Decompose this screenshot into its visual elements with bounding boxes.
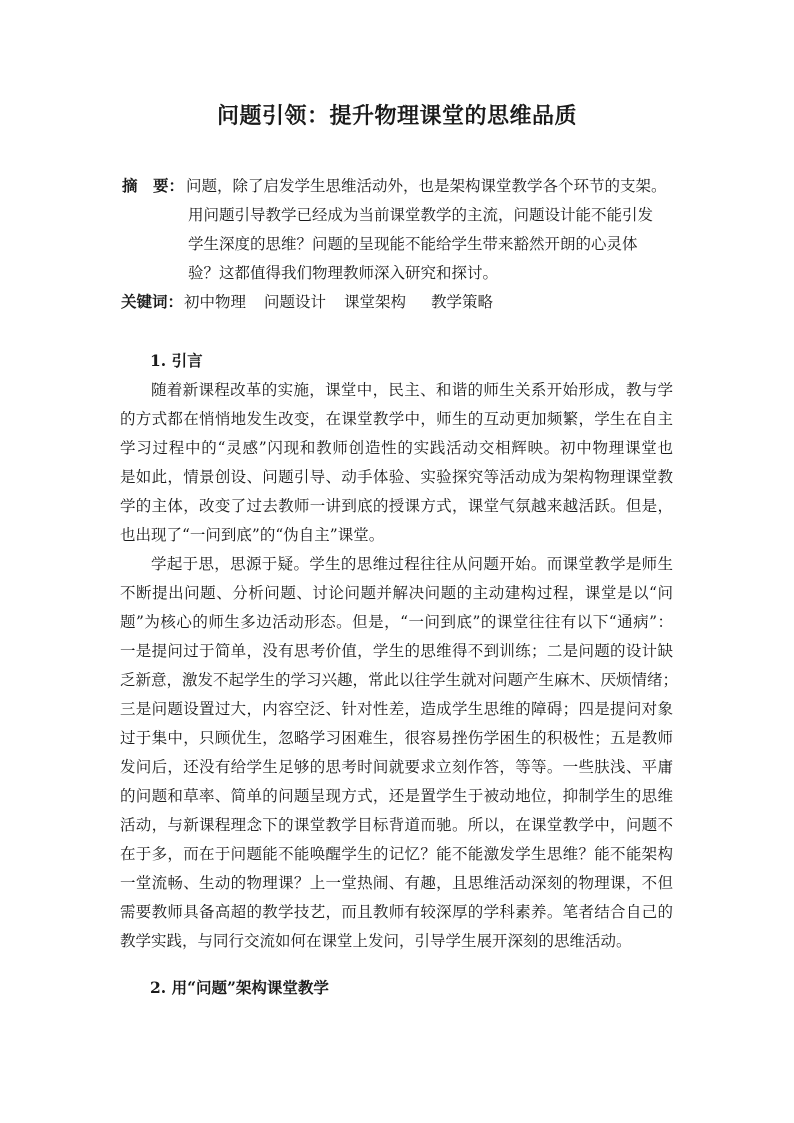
paragraph-line: 过于集中，只顾优生，忽略学习困难生，很容易挫伤学困生的积极性；五是教师: [120, 729, 673, 747]
paragraph-line: 教学实践，与同行交流如何在课堂上发问，引导学生展开深刻的思维活动。: [120, 932, 632, 950]
paragraph-line: 不断提出问题、分析问题、讨论问题并解决问题的主动建构过程，课堂是以“问: [120, 584, 673, 602]
paragraph-line: 需要教师具备高超的教学技艺，而且教师有较深厚的学科素养。笔者结合自己的: [120, 903, 673, 921]
keyword-item: 教学策略: [431, 293, 494, 311]
document-title: 问题引领：提升物理课堂的思维品质: [216, 103, 577, 129]
paragraph-line: 活动，与新课程理念下的课堂教学目标背道而驰。所以，在课堂教学中，问题不: [120, 816, 673, 834]
paragraph-line: 的问题和草率、简单的问题呈现方式，还是置学生于被动地位，抑制学生的思维: [120, 787, 673, 805]
abstract-line: 问题，除了启发学生思维活动外，也是架构课堂教学各个环节的支架。: [186, 177, 667, 195]
section-heading: 1. 引言: [150, 351, 203, 370]
keyword-item: 初中物理: [184, 293, 247, 311]
paragraph-line: 一是提问过于简单，没有思考价值，学生的思维得不到训练；二是问题的设计缺: [120, 642, 673, 660]
paragraph-line: 一堂流畅、生动的物理课？上一堂热闹、有趣，且思维活动深刻的物理课，不但: [120, 874, 673, 892]
keyword-item: 问题设计: [264, 293, 327, 311]
paragraph-line: 三是问题设置过大，内容空泛、针对性差，造成学生思维的障碍；四是提问对象: [120, 700, 673, 718]
paragraph-line: 题”为核心的师生多边活动形态。但是，“一问到底”的课堂往往有以下“通病”：: [120, 613, 673, 631]
paragraph-line: 学的主体，改变了过去教师一讲到底的授课方式，课堂气氛越来越活跃。但是，: [120, 497, 673, 515]
paragraph-line: 发问后，还没有给学生足够的思考时间就要求立刻作答，等等。一些肤浅、平庸: [120, 758, 673, 776]
paragraph-line: 的方式都在悄悄地发生改变，在课堂教学中，师生的互动更加频繁，学生在自主: [120, 410, 673, 428]
paragraph-line: 也出现了“一问到底”的“伪自主”课堂。: [120, 526, 385, 544]
keyword-item: 课堂架构: [344, 293, 407, 311]
paragraph-line: 随着新课程改革的实施，课堂中，民主、和谐的师生关系开始形成，教与学: [151, 381, 673, 399]
paragraph-line: 学习过程中的“灵感”闪现和教师创造性的实践活动交相辉映。初中物理课堂也: [120, 439, 673, 457]
paragraph-line: 学起于思，思源于疑。学生的思维过程往往从问题开始。而课堂教学是师生: [151, 555, 673, 573]
abstract-label: 摘 要：: [122, 176, 185, 195]
paragraph-line: 是如此，情景创设、问题引导、动手体验、实验探究等活动成为架构物理课堂教: [120, 468, 673, 486]
section-heading: 2. 用“问题”架构课堂教学: [150, 978, 329, 997]
paragraph-line: 在于多，而在于问题能不能唤醒学生的记忆？能不能激发学生思维？能不能架构: [120, 845, 673, 863]
abstract-line: 用问题引导教学已经成为当前课堂教学的主流，问题设计能不能引发: [188, 206, 654, 224]
abstract-line: 学生深度的思维？问题的呈现能不能给学生带来豁然开朗的心灵体: [188, 235, 638, 253]
abstract-line: 验？这都值得我们物理教师深入研究和探讨。: [188, 264, 499, 282]
paragraph-line: 乏新意，激发不起学生的学习兴趣，常此以往学生就对问题产生麻木、厌烦情绪；: [120, 671, 679, 689]
keywords-label: 关键词：: [121, 292, 184, 311]
